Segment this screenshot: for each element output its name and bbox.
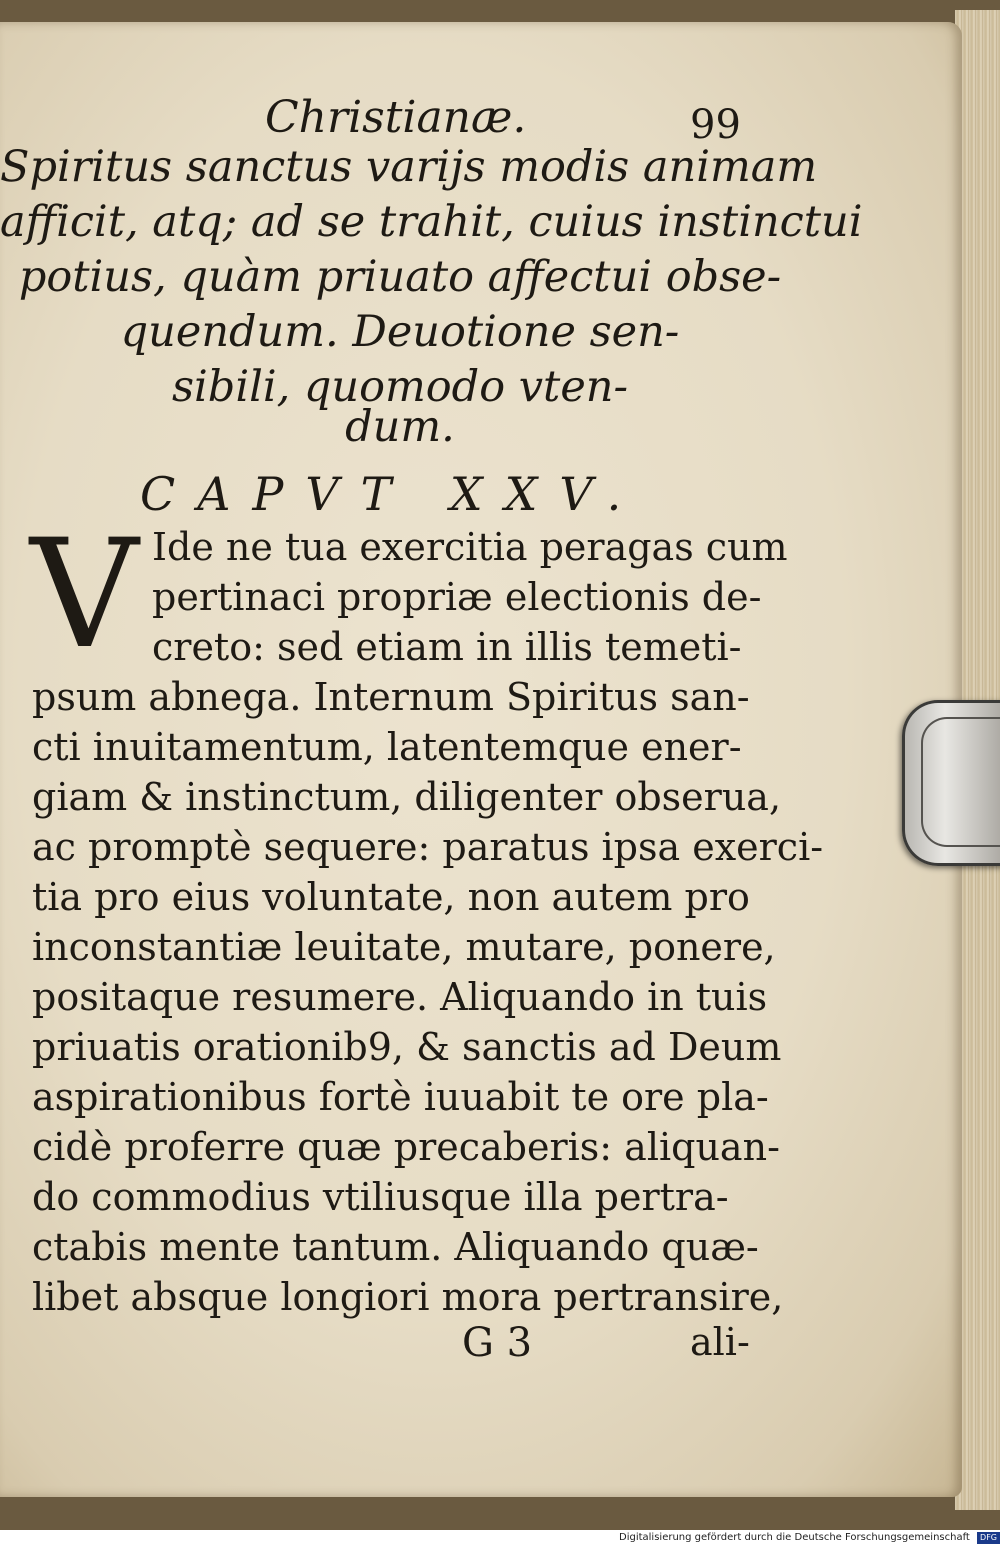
body-line: aspirationibus fortè iuuabit te ore pla-: [32, 1075, 769, 1119]
page-number: 99: [690, 102, 741, 148]
credit-text: Digitalisierung gefördert durch die Deutsche Forschungsgemeinschaft: [619, 1532, 970, 1543]
drop-cap: V: [30, 508, 139, 682]
body-line: inconstantiæ leuitate, mutare, ponere,: [32, 925, 776, 969]
body-line: creto: sed etiam in illis temeti-: [152, 625, 742, 669]
body-line: positaque resumere. Aliquando in tuis: [32, 975, 768, 1019]
body-line: Ide ne tua exercitia peragas cum: [152, 525, 788, 569]
chapter-title-line: afficit, atq; ad se trahit, cuius instinctui: [0, 197, 863, 247]
body-line: libet absque longiori mora pertransire,: [32, 1275, 784, 1319]
body-line: giam & instinctum, diligenter obserua,: [32, 775, 782, 819]
chapter-heading: CAPVT XXV.: [140, 467, 644, 521]
chapter-title-line: quendum. Deuotione sen-: [120, 307, 680, 357]
clasp-detail: [921, 717, 1000, 847]
body-line: cidè proferre quæ precaberis: aliquan-: [32, 1125, 780, 1169]
chapter-title-line: sibili, quomodo vten-: [171, 362, 629, 412]
chapter-title-line: potius, quàm priuato affectui obse-: [18, 252, 782, 302]
body-line: psum abnega. Internum Spiritus san-: [32, 675, 750, 719]
body-line: pertinaci propriæ electionis de-: [152, 575, 762, 619]
body-line: do commodius vtiliusque illa pertra-: [32, 1175, 729, 1219]
dfg-badge: DFG: [977, 1532, 1000, 1544]
body-line: tia pro eius voluntate, non autem pro: [32, 875, 750, 919]
body-line: priuatis orationib9, & sanctis ad Deum: [32, 1025, 782, 1069]
signature-mark: G 3: [462, 1320, 533, 1366]
catchword: ali-: [690, 1320, 750, 1364]
book-page: [0, 22, 962, 1497]
chapter-title-line: dum.: [345, 402, 455, 452]
body-line: ac promptè sequere: paratus ipsa exerci-: [32, 825, 824, 869]
book-clasp: [902, 700, 1000, 866]
chapter-title-line: Spiritus sanctus varijs modis animam: [0, 142, 818, 192]
digitization-credit: [0, 1530, 1000, 1545]
body-line: ctabis mente tantum. Aliquando quæ-: [32, 1225, 759, 1269]
running-head: Christianæ.: [265, 92, 527, 143]
body-line: cti inuitamentum, latentemque ener-: [32, 725, 742, 769]
